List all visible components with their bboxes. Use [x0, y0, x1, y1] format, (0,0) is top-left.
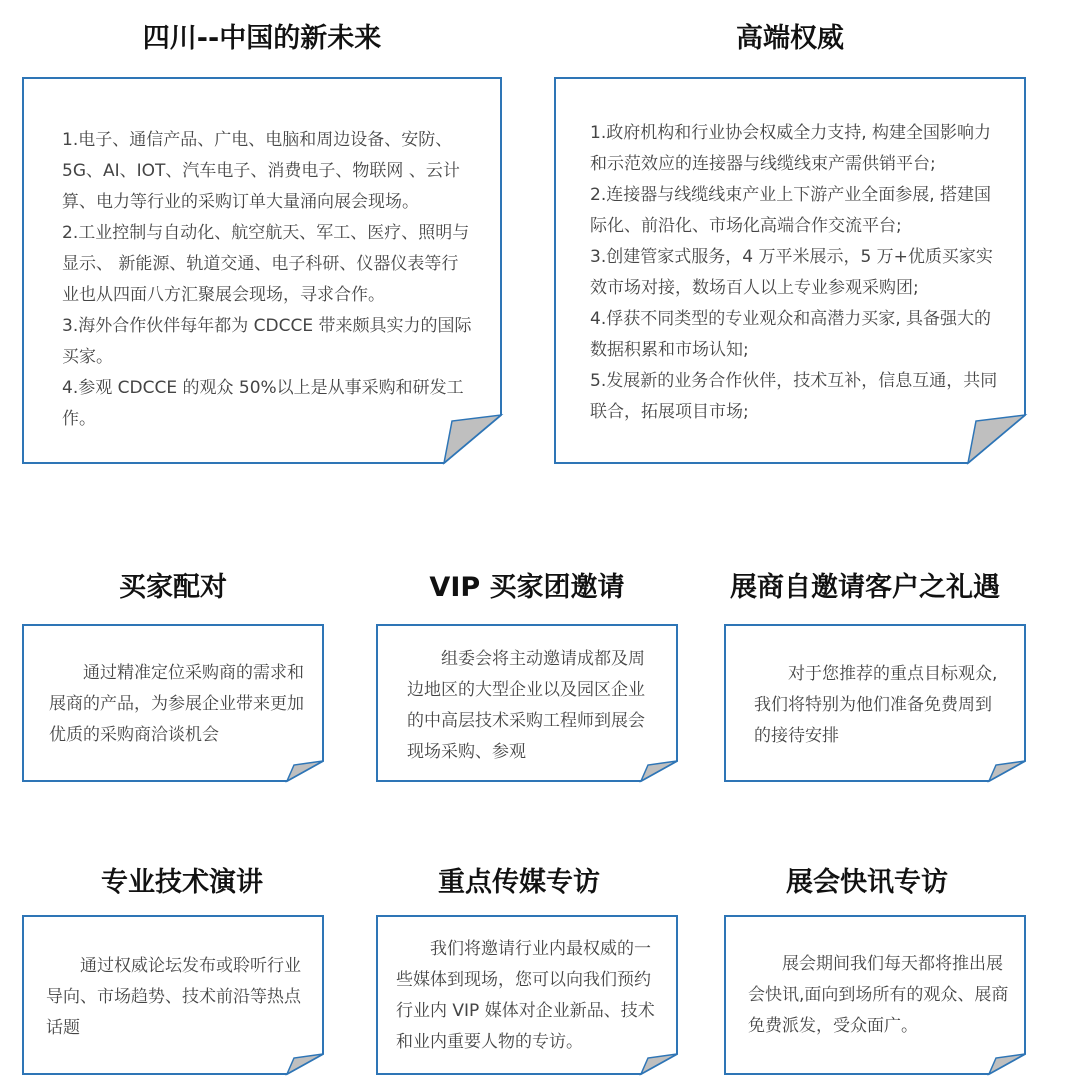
- news-interview-text: 展会期间我们每天都将推出展会快讯,面向到场所有的观众、展商免费派发，受众面广。: [748, 954, 1009, 1036]
- section-title-media-interview: 重点传媒专访: [438, 867, 600, 898]
- card-media-interview: [376, 915, 678, 1075]
- exhibitor-invite-text: 对于您推荐的重点目标观众, 我们将特别为他们准备免费周到的接待安排: [754, 664, 998, 746]
- vip-invitation-text: 组委会将主动邀请成都及周边地区的大型企业以及园区企业的中高层技术采购工程师到展会现场采购、参观: [407, 649, 645, 762]
- section-title-news-interview: 展会快讯专访: [786, 867, 948, 898]
- card-tech-speech: [22, 915, 324, 1075]
- section-title-tech-speech: 专业技术演讲: [101, 867, 263, 898]
- tech-speech-text: 通过权威论坛发布或聆听行业导向、市场趋势、技术前沿等热点话题: [46, 956, 301, 1038]
- section-title-sichuan: 四川--中国的新未来: [142, 23, 382, 54]
- buyer-matching-text: 通过精准定位采购商的需求和展商的产品，为参展企业带来更加优质的采购商洽谈机会: [49, 663, 304, 745]
- card-news-interview: [724, 915, 1026, 1075]
- card-authority: [554, 77, 1026, 464]
- sichuan-point-1: 1.电子、通信产品、广电、电脑和周边设备、安防、5G、AI、IOT、汽车电子、消费电子、物联网 、云计算、电力等行业的采购订单大量涌向展会现场。: [62, 130, 460, 212]
- authority-point-4: 4.俘获不同类型的专业观众和高潜力买家, 具备强大的数据积累和市场认知;: [590, 309, 992, 360]
- authority-point-2: 2.连接器与线缆线束产业上下游产业全面参展, 搭建国际化、前沿化、市场化高端合作交流平台;: [590, 185, 992, 236]
- section-title-exhibitor-invite: 展商自邀请客户之礼遇: [730, 572, 1000, 603]
- authority-point-5: 5.发展新的业务合作伙伴，技术互补，信息互通，共同联合，拓展项目市场;: [590, 371, 998, 422]
- section-title-vip-invitation: VIP 买家团邀请: [429, 572, 625, 603]
- sichuan-point-2: 2.工业控制与自动化、航空航天、军工、医疗、照明与显示、 新能源、轨道交通、电子科研、仪器仪表等行业也从四面八方汇聚展会现场，寻求合作。: [62, 223, 470, 305]
- section-title-authority: 高端权威: [736, 23, 844, 54]
- card-sichuan: [22, 77, 502, 464]
- section-title-buyer-matching: 买家配对: [119, 572, 227, 603]
- card-exhibitor-invite: [724, 624, 1026, 782]
- authority-point-1: 1.政府机构和行业协会权威全力支持, 构建全国影响力和示范效应的连接器与线缆线束产需供销平台;: [590, 123, 992, 174]
- sichuan-point-4: 4.参观 CDCCE 的观众 50%以上是从事采购和研发工作。: [62, 378, 464, 429]
- sichuan-point-3: 3.海外合作伙伴每年都为 CDCCE 带来颇具实力的国际买家。: [62, 316, 472, 367]
- media-interview-text: 我们将邀请行业内最权威的一些媒体到现场，您可以向我们预约行业内 VIP 媒体对企业新品、技术和业内重要人物的专访。: [396, 939, 655, 1052]
- card-vip-invitation: [376, 624, 678, 782]
- card-buyer-matching: [22, 624, 324, 782]
- authority-point-3: 3.创建管家式服务，4 万平米展示，5 万+优质买家实效市场对接，数场百人以上专业参观采购团;: [590, 247, 993, 298]
